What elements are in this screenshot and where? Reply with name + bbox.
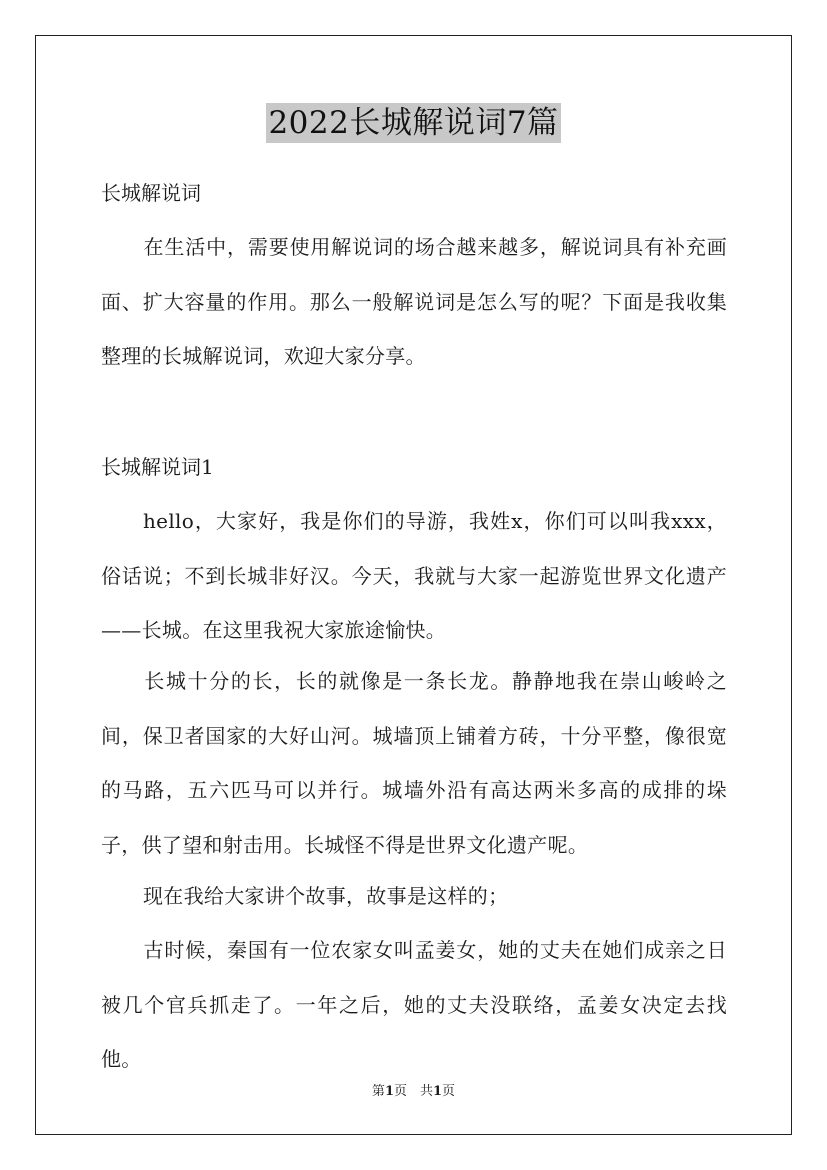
footer-prefix: 第: [371, 1084, 385, 1099]
footer-total-pages: 1: [433, 1084, 443, 1099]
page-footer: [0, 1083, 827, 1101]
footer-current-page: 1: [384, 1084, 394, 1099]
footer-suffix: 页: [442, 1084, 456, 1099]
body-paragraph-1: [101, 494, 727, 658]
paragraph-text: 现在我给大家讲个故事，故事是这样的；: [143, 884, 509, 908]
paragraph-text: hello，大家好，我是你们的导游，我姓x，你们可以叫我xxx，俗话说；不到长城非好汉。今天，我就与大家一起游览世界文化遗产——长城。在这里我祝大家旅途愉快。: [101, 509, 727, 642]
document-title: 2022长城解说词7篇: [268, 105, 559, 141]
document-subtitle: 长城解说词: [101, 181, 201, 205]
body-paragraph-4: [101, 923, 727, 1087]
paragraph-text: 古时候，秦国有一位农家女叫孟姜女，她的丈夫在她们成亲之日被几个官兵抓走了。一年之后，她的丈夫没联络，孟姜女决定去找他。: [101, 938, 727, 1071]
intro-text: 在生活中，需要使用解说词的场合越来越多，解说词具有补充画面、扩大容量的作用。那么一般解说词是怎么写的呢？下面是我收集整理的长城解说词，欢迎大家分享。: [101, 235, 727, 368]
paragraph-text: 长城十分的长，长的就像是一条长龙。静静地我在崇山峻岭之间，保卫者国家的大好山河。城墙顶上铺着方砖，十分平整，像很宽的马路，五六匹马可以并行。城墙外沿有高达两米多高的成排的垛子，供了望和射击用。长城怪不得是世界文化遗产呢。: [101, 669, 727, 857]
intro-paragraph: [101, 220, 727, 384]
section-heading: 长城解说词1: [101, 455, 214, 479]
footer-mid: 页 共: [393, 1084, 433, 1099]
title-container: [0, 103, 827, 143]
body-paragraph-3: [101, 869, 727, 924]
body-paragraph-2: [101, 654, 727, 872]
